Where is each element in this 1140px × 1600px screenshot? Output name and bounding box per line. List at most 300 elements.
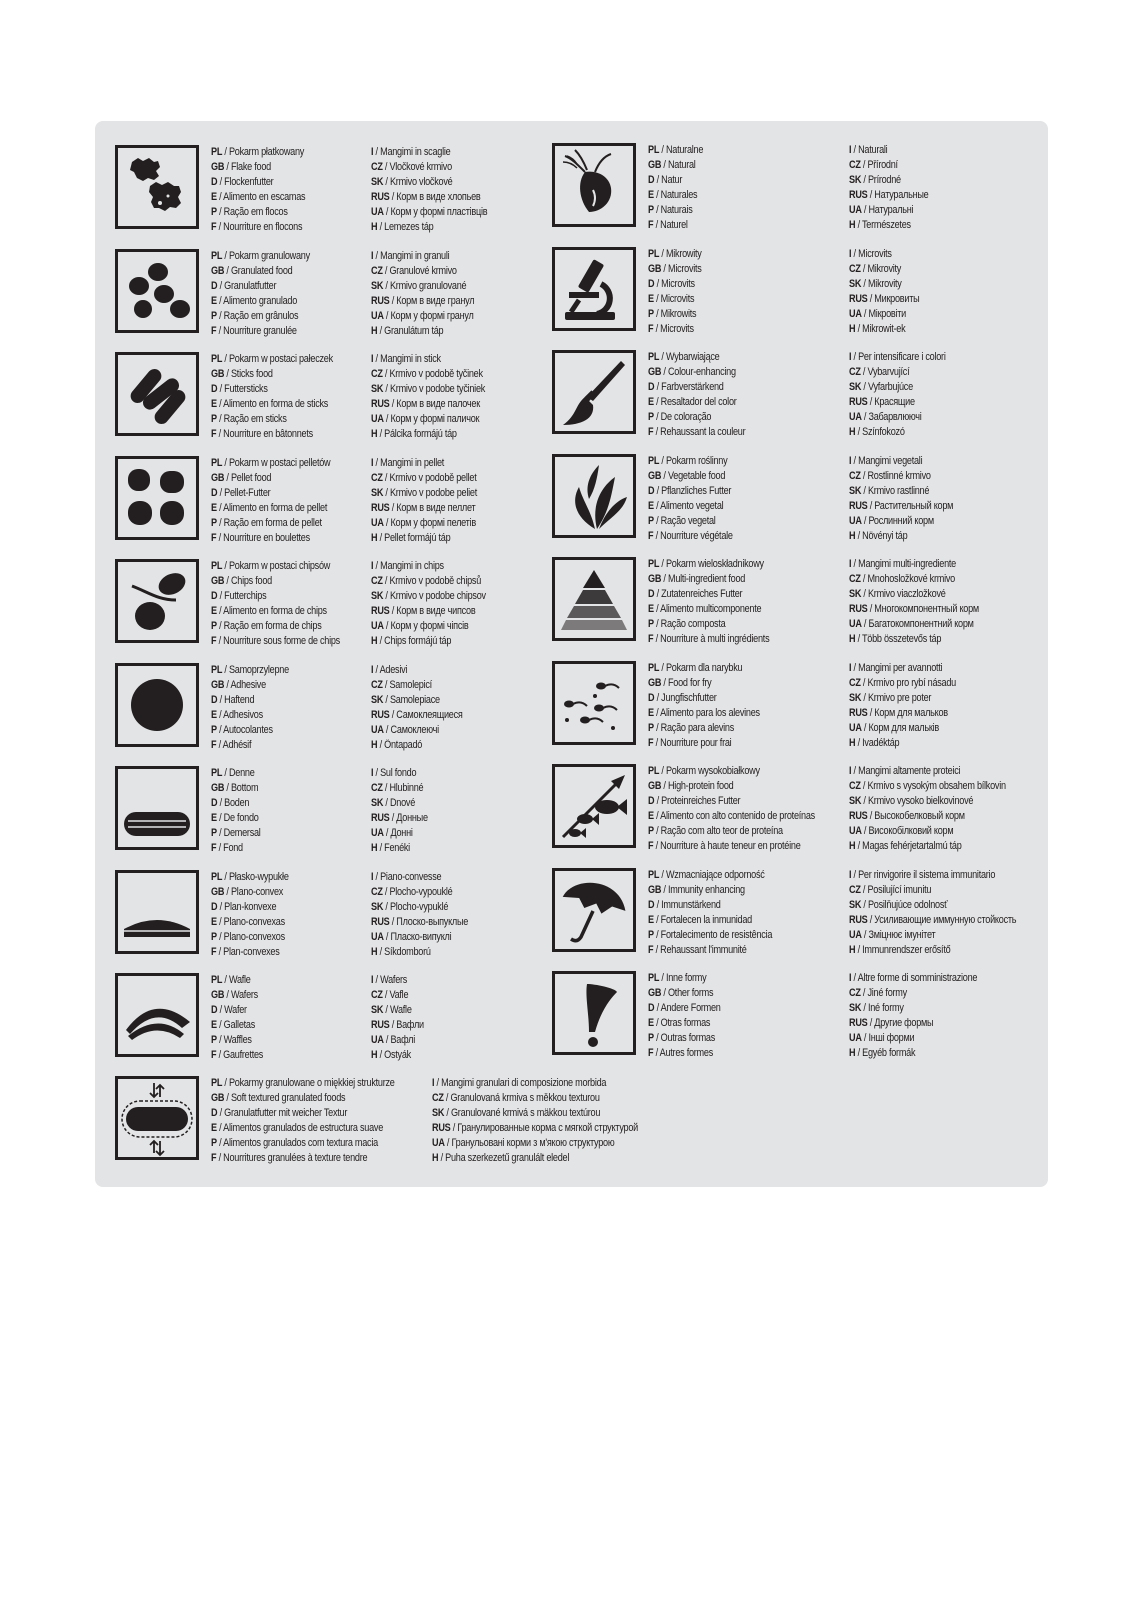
translation-line <box>648 617 820 632</box>
translation-line <box>849 913 1021 928</box>
separator: / <box>373 146 381 158</box>
translation-text: High-protein food <box>667 780 734 792</box>
language-code: H <box>371 531 378 544</box>
language-code: UA <box>371 620 384 632</box>
translation-line <box>849 661 1021 676</box>
translation-text: Samolepiace <box>389 693 440 706</box>
separator: / <box>653 426 661 438</box>
translation-text: Ração em sticks <box>223 413 287 425</box>
language-column <box>371 766 541 856</box>
translation-text: Andere Formen <box>660 1002 721 1014</box>
translation-text: Természetes <box>861 219 911 231</box>
translation-line <box>648 691 820 706</box>
separator: / <box>216 605 224 617</box>
separator: / <box>222 353 229 365</box>
translation-text: Autres formes <box>659 1047 713 1059</box>
language-code: P <box>211 1034 217 1046</box>
language-code: CZ <box>371 161 383 173</box>
language-code: F <box>648 426 654 438</box>
translation-text: Microvits <box>661 277 695 290</box>
translation-line <box>648 971 820 986</box>
separator: / <box>216 516 224 529</box>
language-code: F <box>648 1047 654 1059</box>
translation-line <box>648 779 820 794</box>
translation-line <box>211 900 349 915</box>
translation-line <box>371 945 517 960</box>
language-column <box>849 454 1049 544</box>
separator: / <box>373 870 381 883</box>
translation-text: Fortalecen la inmunidad <box>660 913 752 926</box>
separator: / <box>216 501 224 514</box>
translation-text: Alimentos granulados com textura macia <box>223 1137 378 1149</box>
translation-text: Naturalne <box>665 144 704 156</box>
translation-text: Рослинний корм <box>868 514 934 527</box>
separator: / <box>653 396 661 408</box>
translation-line <box>211 738 349 753</box>
translation-text: Wafers <box>380 974 408 986</box>
translation-line <box>648 676 820 691</box>
translation-text: Mikrovity <box>867 277 902 290</box>
language-code: I <box>371 870 374 883</box>
translation-line <box>849 1001 1021 1016</box>
separator: / <box>383 383 390 395</box>
translation-text: Mangimi in granuli <box>380 249 450 262</box>
translation-line <box>371 427 517 442</box>
translation-text: Донні <box>390 827 413 839</box>
separator: / <box>867 1017 875 1029</box>
translation-text: Granulatfutter mit weicher Textur <box>224 1107 348 1119</box>
separator: / <box>224 989 231 1001</box>
language-code: I <box>371 560 374 572</box>
translation-text: Wybarwiające <box>665 351 720 363</box>
language-code: GB <box>648 366 662 378</box>
separator: / <box>654 691 662 704</box>
translation-line <box>648 706 820 721</box>
language-code: SK <box>849 484 862 497</box>
language-code: I <box>371 974 374 986</box>
separator: / <box>216 1034 224 1046</box>
translation-text: Krmivo v podobě chipsů <box>389 575 482 587</box>
translation-text: Lemezes táp <box>384 221 434 233</box>
separator: / <box>216 221 224 233</box>
translation-line <box>211 634 349 649</box>
translation-line <box>849 380 1021 395</box>
language-code: H <box>849 529 856 542</box>
translation-text: Bottom <box>230 782 259 794</box>
translation-text: Корм у формі пластівців <box>390 206 488 218</box>
translation-text: Fond <box>223 842 243 854</box>
language-code: GB <box>211 471 225 484</box>
translation-text: Krmivo pre poter <box>867 691 932 704</box>
language-code: SK <box>432 1107 445 1119</box>
language-code: GB <box>648 676 662 689</box>
separator: / <box>222 456 229 469</box>
translation-line <box>648 380 820 395</box>
translation-text: Krmivo v podobe chipsov <box>389 590 486 602</box>
separator: / <box>861 795 868 807</box>
translation-text: Mikrowits <box>660 307 697 320</box>
translation-text: Otras formas <box>660 1017 711 1029</box>
translation-text: Vyfarbujúce <box>867 381 913 393</box>
translation-text: Adhésif <box>222 738 252 751</box>
translation-line <box>648 425 820 440</box>
language-code: I <box>371 767 374 779</box>
translation-text: Nourriture à multi ingrédients <box>660 633 770 645</box>
translation-line <box>371 693 517 708</box>
language-column <box>371 456 541 546</box>
translation-text: Nourritures granulées à texture tendre <box>223 1152 368 1164</box>
language-code: SK <box>849 1002 862 1014</box>
translation-text: Krmivo v podobě pellet <box>389 471 477 484</box>
translation-line <box>211 678 349 693</box>
separator: / <box>861 825 869 837</box>
translation-text: Galletas <box>223 1019 256 1031</box>
translation-text: Samoprzylepne <box>228 663 289 676</box>
translation-line <box>211 412 349 427</box>
separator: / <box>382 782 390 794</box>
separator: / <box>383 1034 391 1046</box>
translation-text: Усиливающие иммунную стойкость <box>874 913 1017 926</box>
translation-line <box>211 309 349 324</box>
translation-text: Demersal <box>223 827 261 839</box>
paintbrush-icon <box>552 350 636 434</box>
separator: / <box>659 661 666 674</box>
language-code: UA <box>849 928 862 941</box>
language-code: UA <box>371 827 384 839</box>
language-code: F <box>211 324 217 337</box>
separator: / <box>383 930 391 943</box>
separator: / <box>216 738 223 751</box>
translation-line <box>211 175 349 190</box>
translation-line <box>648 572 820 587</box>
translation-line <box>648 632 820 647</box>
separator: / <box>661 159 668 171</box>
language-code: CZ <box>371 885 383 898</box>
translation-line <box>211 826 349 841</box>
translation-text: Nourriture végétale <box>660 529 733 542</box>
language-code: PL <box>211 870 223 883</box>
separator: / <box>377 842 385 854</box>
translation-line <box>849 410 1021 425</box>
translation-line <box>211 1003 349 1018</box>
translation-line <box>648 203 820 218</box>
language-code: CZ <box>432 1092 444 1104</box>
language-code: PL <box>648 247 660 260</box>
separator: / <box>217 1107 225 1119</box>
separator: / <box>851 661 859 674</box>
separator: / <box>861 514 869 527</box>
separator: / <box>653 1047 660 1059</box>
translation-text: Alimento vegetal <box>660 499 724 512</box>
separator: / <box>383 900 390 913</box>
separator: / <box>224 575 231 587</box>
translation-line <box>371 249 517 264</box>
translation-line <box>648 307 820 322</box>
language-code: UA <box>371 1034 384 1046</box>
separator: / <box>653 189 661 201</box>
language-column <box>849 661 1049 751</box>
separator: / <box>855 840 863 852</box>
language-code: RUS <box>371 191 390 203</box>
translation-line <box>211 486 349 501</box>
translation-text: Sul fondo <box>380 767 417 779</box>
separator: / <box>860 987 868 999</box>
separator: / <box>867 706 875 719</box>
translation-text: Микровиты <box>874 292 920 305</box>
translation-line <box>849 928 1021 943</box>
translation-text: Mikrovity <box>867 262 902 275</box>
translation-line <box>648 913 820 928</box>
translation-line <box>849 572 1021 587</box>
translation-line <box>849 1016 1021 1031</box>
separator: / <box>377 738 385 751</box>
language-code: RUS <box>849 396 868 408</box>
separator: / <box>444 1107 451 1119</box>
language-code: PL <box>648 661 660 674</box>
language-code: CZ <box>371 678 383 691</box>
language-code: F <box>211 1049 217 1061</box>
translation-line <box>371 1003 517 1018</box>
separator: / <box>389 398 397 410</box>
translation-line <box>849 839 1021 854</box>
language-code: CZ <box>849 676 861 689</box>
translation-text: Posilňujúce odolnosť <box>867 898 948 911</box>
translation-line <box>211 811 349 826</box>
translation-line <box>849 218 1021 233</box>
translation-text: Fenéki <box>384 842 410 854</box>
separator: / <box>222 974 229 986</box>
language-code: H <box>371 1049 378 1061</box>
translation-line <box>849 469 1021 484</box>
translation-line <box>371 796 517 811</box>
language-code: CZ <box>371 782 383 794</box>
translation-text: Microvits <box>660 322 694 335</box>
language-code: GB <box>211 264 225 277</box>
translation-line <box>371 723 517 738</box>
language-code: PL <box>211 974 223 986</box>
language-code: UA <box>849 514 862 527</box>
translation-line <box>371 589 517 604</box>
translation-text: Microvits <box>858 247 892 260</box>
translation-line <box>432 1136 656 1151</box>
separator: / <box>653 633 661 645</box>
translation-text: Nourriture en flocons <box>223 221 303 233</box>
separator: / <box>855 736 863 749</box>
language-code: D <box>648 484 655 497</box>
translation-line <box>648 350 820 365</box>
separator: / <box>216 531 224 544</box>
separator: / <box>383 176 390 188</box>
language-code: RUS <box>849 706 868 719</box>
separator: / <box>216 812 224 824</box>
language-code: PL <box>648 972 660 984</box>
separator: / <box>373 456 381 469</box>
translation-line <box>211 145 349 160</box>
separator: / <box>373 560 381 572</box>
translation-text: Alimento granulado <box>223 294 298 307</box>
translation-text: Gaufrettes <box>223 1049 264 1061</box>
separator: / <box>373 767 381 779</box>
language-code: D <box>648 381 655 393</box>
separator: / <box>217 590 225 602</box>
language-code: UA <box>371 930 384 943</box>
language-code: E <box>211 1019 217 1031</box>
separator: / <box>373 974 381 986</box>
translation-line <box>648 736 820 751</box>
language-code: SK <box>371 590 384 602</box>
language-column <box>211 663 374 753</box>
translation-line <box>211 456 349 471</box>
translation-line <box>211 619 349 634</box>
separator: / <box>860 780 868 792</box>
translation-text: Puha szerkezetű granulált eledel <box>445 1152 570 1164</box>
language-code: H <box>849 633 856 645</box>
translation-line <box>849 898 1021 913</box>
translation-line <box>371 574 517 589</box>
language-code: E <box>211 605 217 617</box>
translation-line <box>371 1048 517 1063</box>
separator: / <box>867 189 875 201</box>
translation-text: Корм у формі пелетів <box>390 516 476 529</box>
language-column <box>432 1076 692 1166</box>
separator: / <box>851 868 859 881</box>
separator: / <box>377 635 385 647</box>
language-code: P <box>648 1032 654 1044</box>
language-code: P <box>211 723 217 736</box>
language-code: P <box>648 411 654 423</box>
language-code: I <box>849 765 852 777</box>
translation-text: Корм в виде хлопьев <box>396 191 481 203</box>
translation-text: Донные <box>396 812 428 824</box>
translation-text: Granulové krmivo <box>389 264 457 277</box>
translation-line <box>211 589 349 604</box>
language-code: D <box>211 797 218 809</box>
language-code: P <box>211 1137 217 1149</box>
language-code: UA <box>849 204 862 216</box>
chips-food-icon <box>115 559 199 643</box>
language-column <box>211 766 374 856</box>
language-code: D <box>211 279 218 292</box>
translation-text: Flake food <box>230 161 271 173</box>
translation-line <box>211 516 349 531</box>
language-code: P <box>648 514 654 527</box>
translation-line <box>371 145 517 160</box>
separator: / <box>222 1077 229 1089</box>
translation-text: Naturel <box>660 219 688 231</box>
language-code: GB <box>211 368 225 380</box>
translation-line <box>211 841 349 856</box>
translation-text: Krmivo rastlinné <box>867 484 930 497</box>
translation-text: Dnové <box>389 797 416 809</box>
translation-text: Plano-convex <box>230 885 284 898</box>
translation-text: Fortalecimento de resistência <box>660 928 773 941</box>
translation-text: Mikrowit-ek <box>862 322 906 335</box>
translation-text: Resaltador del color <box>660 396 737 408</box>
separator: / <box>216 1049 224 1061</box>
separator: / <box>654 277 662 290</box>
separator: / <box>851 247 859 260</box>
translation-line <box>211 1033 349 1048</box>
separator: / <box>861 277 868 290</box>
language-code: SK <box>371 279 384 292</box>
translation-text: Вафлі <box>390 1034 415 1046</box>
translation-text: Krmivo s vysokým obsahem bílkovin <box>867 780 1006 792</box>
translation-line <box>211 885 349 900</box>
translation-line <box>371 501 517 516</box>
separator: / <box>217 797 225 809</box>
separator: / <box>222 767 229 779</box>
language-code: F <box>211 945 217 958</box>
language-code: I <box>371 146 374 158</box>
translation-text: Ração em flocos <box>223 206 288 218</box>
language-code: I <box>371 456 374 469</box>
separator: / <box>855 322 863 335</box>
translation-line <box>211 324 349 339</box>
translation-text: Високобілковий корм <box>868 825 954 837</box>
translation-line <box>371 309 517 324</box>
language-code: CZ <box>371 575 383 587</box>
translation-text: Boden <box>224 797 250 809</box>
separator: / <box>653 1017 661 1029</box>
separator: / <box>661 883 668 896</box>
separator: / <box>654 795 662 807</box>
language-code: GB <box>648 469 662 482</box>
translation-line <box>648 868 820 883</box>
language-code: F <box>648 322 654 335</box>
separator: / <box>861 484 868 497</box>
translation-line <box>371 781 517 796</box>
language-code: P <box>211 930 217 943</box>
translation-line <box>371 811 517 826</box>
translation-line <box>371 738 517 753</box>
separator: / <box>860 883 868 896</box>
translation-text: Pokarm wieloskładnikowy <box>665 558 764 570</box>
translation-line <box>371 870 517 885</box>
separator: / <box>860 262 868 275</box>
separator: / <box>216 413 224 425</box>
separator: / <box>653 706 661 719</box>
translation-line <box>432 1106 656 1121</box>
translation-line <box>371 412 517 427</box>
translation-line <box>371 294 517 309</box>
translation-line <box>648 898 820 913</box>
language-code: RUS <box>371 1019 390 1031</box>
flake-food-icon <box>115 145 199 229</box>
separator: / <box>659 454 666 467</box>
translation-line <box>371 190 517 205</box>
translation-line <box>849 676 1021 691</box>
language-code: P <box>648 307 654 320</box>
separator: / <box>860 573 868 585</box>
separator: / <box>654 484 662 497</box>
separator: / <box>653 1032 661 1044</box>
translation-line <box>211 382 349 397</box>
language-code: UA <box>371 516 384 529</box>
language-code: GB <box>648 987 662 999</box>
language-code: RUS <box>371 915 390 928</box>
separator: / <box>653 499 661 512</box>
translation-line <box>211 781 349 796</box>
translation-text: Chips food <box>230 575 272 587</box>
translation-line <box>648 794 820 809</box>
language-code: H <box>432 1152 439 1164</box>
language-column <box>648 661 848 751</box>
translation-line <box>648 986 820 1001</box>
translation-text: Ostyák <box>384 1049 411 1061</box>
separator: / <box>383 693 390 706</box>
translation-line <box>849 794 1021 809</box>
language-code: I <box>849 972 852 984</box>
